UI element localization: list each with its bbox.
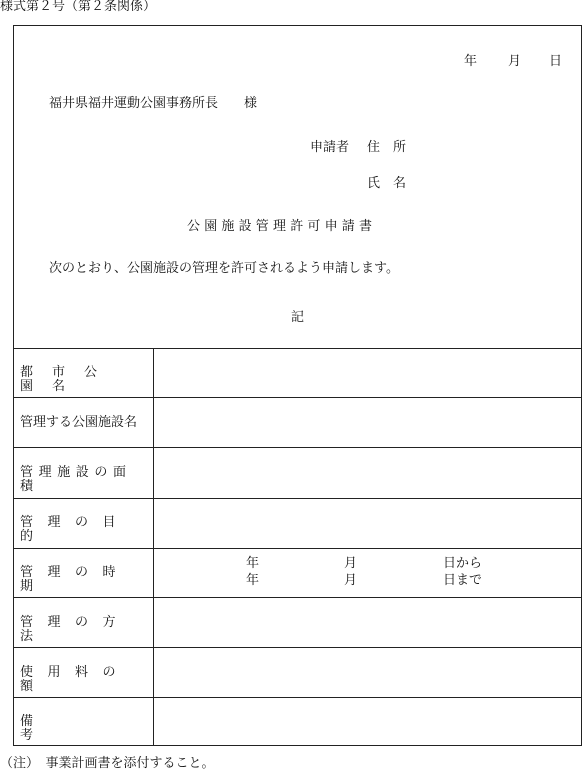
- row-label-text: 備考: [20, 714, 132, 743]
- row-label-purpose: [20, 516, 145, 544]
- row-divider: [14, 498, 581, 499]
- date-day-label: 日: [549, 54, 563, 69]
- row-label-text: 管理の目的: [20, 515, 131, 544]
- period-to-month: 月: [344, 573, 358, 588]
- date-month-label: 月: [508, 54, 522, 69]
- row-label-text: 管理施設の面積: [20, 465, 132, 494]
- applicant-label: 申請者: [310, 140, 350, 155]
- row-label-text: 管理の時期: [20, 565, 131, 594]
- row-label-park-name: [20, 366, 145, 394]
- row-label-fee: [20, 666, 145, 694]
- row-divider: [14, 397, 581, 398]
- period-from-day: 日から: [443, 556, 483, 571]
- row-label-period: [20, 566, 145, 594]
- row-divider: [14, 597, 581, 598]
- name-label: 氏 名: [367, 176, 407, 191]
- footnote: （注） 事業計画書を添付すること。: [0, 756, 215, 771]
- row-label-text: 管理する公園施設名: [20, 415, 138, 430]
- period-to-day: 日まで: [443, 573, 483, 588]
- row-label-text: 管理の方法: [20, 615, 131, 644]
- address-label: 住 所: [367, 140, 407, 155]
- row-divider: [14, 548, 581, 549]
- row-label-facility-name: [20, 416, 145, 430]
- period-from-year: 年: [246, 556, 260, 571]
- form-number: 様式第２号（第２条関係）: [0, 0, 157, 14]
- period-from-month: 月: [344, 556, 358, 571]
- row-divider: [14, 647, 581, 648]
- row-divider: [14, 697, 581, 698]
- ki-label: 記: [291, 310, 305, 325]
- addressee: 福井県福井運動公園事務所長 様: [49, 96, 258, 111]
- period-to-year: 年: [246, 573, 260, 588]
- row-label-text: 都市公園名: [20, 365, 117, 394]
- row-label-area: [20, 466, 145, 494]
- document-title: 公園施設管理許可申請書: [187, 219, 377, 234]
- table-top-line: [14, 348, 581, 349]
- label-column-divider: [153, 348, 154, 745]
- row-label-text: 使用料の額: [20, 665, 131, 694]
- application-form-frame: [13, 25, 582, 746]
- date-year-label: 年: [464, 54, 478, 69]
- row-label-remarks: [20, 715, 145, 743]
- row-divider: [14, 447, 581, 448]
- row-label-method: [20, 616, 145, 644]
- body-text: 次のとおり、公園施設の管理を許可されるよう申請します。: [49, 261, 399, 276]
